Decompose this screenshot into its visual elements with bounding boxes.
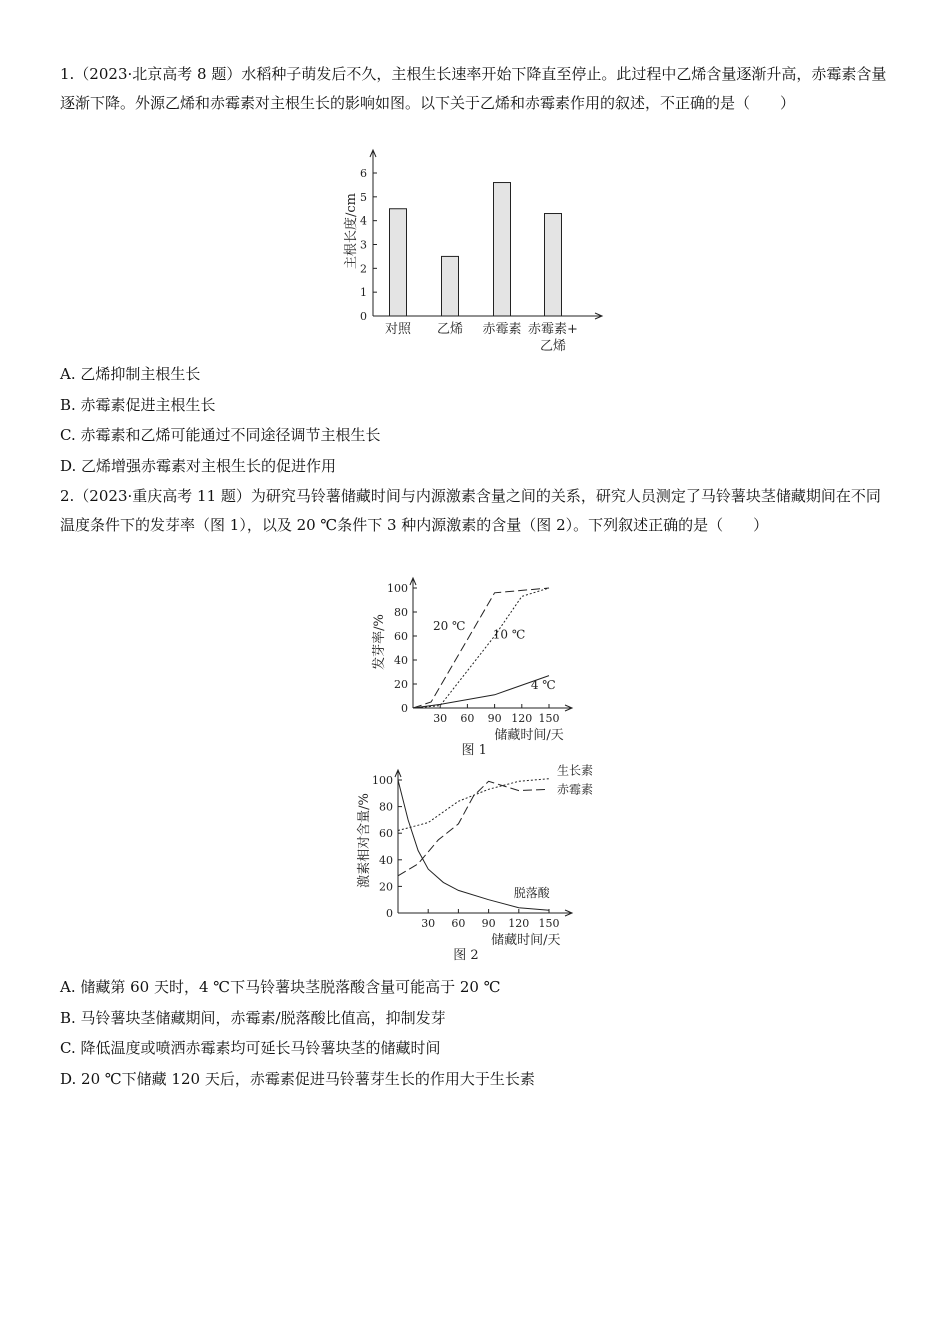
x-tick-label: 30 <box>433 712 448 725</box>
y-tick-label: 0 <box>360 310 367 323</box>
q2-option-b: B. 马铃薯块茎储藏期间，赤霉素/脱落酸比值高，抑制发芽 <box>60 1009 446 1027</box>
figure-caption: 图 1 <box>461 743 487 758</box>
y-tick-label: 60 <box>394 630 408 643</box>
y-tick-label: 3 <box>360 238 367 252</box>
x-tick-label: 60 <box>460 712 475 725</box>
series-label: 脱落酸 <box>513 886 550 901</box>
series-label: 10 ℃ <box>492 627 526 642</box>
x-tick-label: 30 <box>421 917 436 930</box>
y-axis-label: 主根长度/cm <box>344 193 359 269</box>
y-tick-label: 5 <box>360 190 367 204</box>
question-1-stem: 1.（2023·北京高考 8 题）水稻种子萌发后不久，主根生长速率开始下降直至停止。此过程中乙烯含量逐渐升高，赤霉素含量逐渐下降。外源乙烯和赤霉素对主根生长的影响如图。以下关于乙烯和赤霉素作用的叙述，不正确的是（ ） <box>60 65 887 112</box>
x-tick-label: 150 <box>538 917 560 930</box>
x-axis-label: 储藏时间/天 <box>491 933 561 948</box>
category-label: 赤霉素 <box>482 322 522 337</box>
y-tick-label: 2 <box>360 262 367 276</box>
y-tick-label: 60 <box>379 827 393 841</box>
y-tick-label: 80 <box>379 800 393 814</box>
y-axis-label: 激素相对含量/% <box>357 793 372 888</box>
q1-option-c: C. 赤霉素和乙烯可能通过不同途径调节主根生长 <box>60 426 381 444</box>
category-label: 乙烯 <box>539 339 567 354</box>
series-label: 4 ℃ <box>530 677 556 692</box>
category-label: 乙烯 <box>436 322 464 337</box>
x-tick-label: 90 <box>481 917 496 930</box>
x-tick-label: 120 <box>508 917 530 930</box>
q1-option-d: D. 乙烯增强赤霉素对主根生长的促进作用 <box>60 457 337 475</box>
category-label: 对照 <box>384 322 412 337</box>
category-label: 赤霉素+ <box>528 322 578 337</box>
x-axis-label: 储藏时间/天 <box>494 728 564 743</box>
x-tick-label: 120 <box>511 712 533 725</box>
y-tick-label: 100 <box>387 582 408 595</box>
q2-option-a: A. 储藏第 60 天时，4 ℃下马铃薯块茎脱落酸含量可能高于 20 ℃ <box>60 978 501 996</box>
y-tick-label: 20 <box>379 880 393 894</box>
y-tick-label: 100 <box>372 774 393 787</box>
series-line <box>398 781 549 876</box>
x-tick-label: 150 <box>538 712 560 725</box>
y-tick-label: 0 <box>401 702 408 715</box>
y-tick-label: 40 <box>394 654 408 667</box>
y-tick-label: 1 <box>360 286 367 300</box>
y-tick-label: 20 <box>394 678 408 691</box>
series-label: 20 ℃ <box>432 619 466 633</box>
y-tick-label: 40 <box>379 853 393 867</box>
y-tick-label: 6 <box>360 167 367 180</box>
question-2-stem: 2.（2023·重庆高考 11 题）为研究马铃薯储藏时间与内源激素含量之间的关系，研究人员测定了马铃薯块茎储藏期间在不同温度条件下的发芽率（图 1），以及 20 ℃条件下 3 种内源激素的含量（图 2）。下列叙述正确的是（ ） <box>60 487 881 534</box>
y-tick-label: 4 <box>360 214 367 228</box>
y-axis-label: 发芽率/% <box>372 614 387 670</box>
q2-option-d: D. 20 ℃下储藏 120 天后，赤霉素促进马铃薯芽生长的作用大于生长素 <box>60 1070 535 1088</box>
figure-caption: 图 2 <box>453 948 479 963</box>
y-tick-label: 0 <box>386 907 393 920</box>
x-tick-label: 90 <box>487 712 502 725</box>
q1-option-b: B. 赤霉素促进主根生长 <box>60 396 216 414</box>
series-label: 赤霉素 <box>557 782 594 797</box>
series-label: 生长素 <box>557 763 594 778</box>
q1-option-a: A. 乙烯抑制主根生长 <box>60 365 201 383</box>
series-line <box>398 779 549 831</box>
q2-option-c: C. 降低温度或喷洒赤霉素均可延长马铃薯块茎的储藏时间 <box>60 1039 441 1057</box>
x-tick-label: 60 <box>451 917 466 930</box>
y-tick-label: 80 <box>394 606 408 619</box>
